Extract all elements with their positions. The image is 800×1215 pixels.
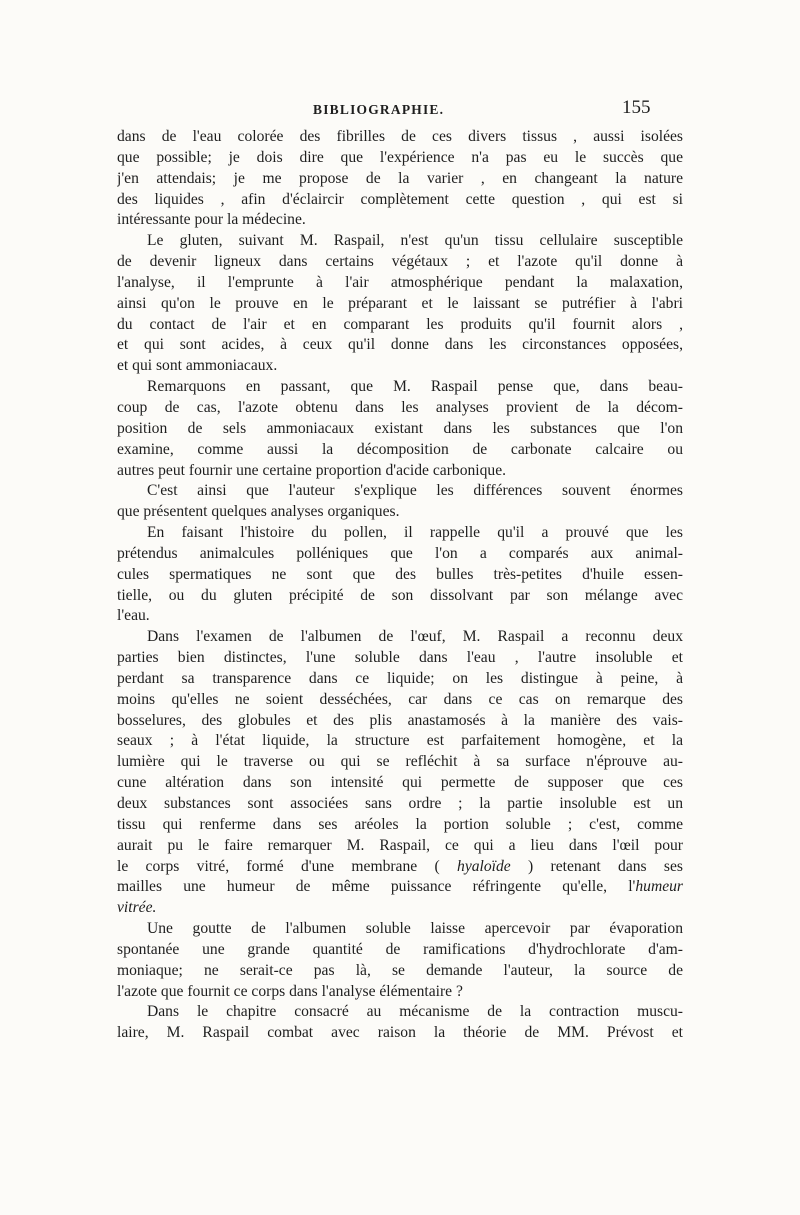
text-line: tielle, ou du gluten précipité de son dissolvant par son mélange avec [117, 586, 683, 604]
italic-term: hyaloïde [457, 857, 511, 875]
text-line: lumière qui le traverse ou qui se refléchit à sa surface n'éprouve au- [117, 753, 683, 771]
text-line: prétendus animalcules polléniques que l'on a comparés aux animal- [117, 544, 683, 562]
text-line: perdant sa transparence dans ce liquide; on les distingue à peine, à [117, 669, 683, 687]
text-line: Le gluten, suivant M. Raspail, n'est qu'un tissu cellulaire susceptible [147, 232, 683, 250]
paragraph [117, 523, 683, 627]
text-line: de devenir ligneux dans certains végétaux ; et l'azote qu'il donne à [117, 253, 683, 271]
text-line: spontanée une grande quantité de ramifications d'hydrochlorate d'am- [117, 940, 683, 958]
text-line: moins qu'elles ne soient desséchées, car dans ce cas on remarque des [117, 690, 683, 708]
paragraph [117, 231, 683, 377]
text-line [117, 898, 683, 919]
text-line: laire, M. Raspail combat avec raison la théorie de MM. Prévost et [117, 1024, 683, 1042]
text-line: du contact de l'air et en comparant les produits qu'il fournit alors , [117, 315, 683, 333]
text-line: autres peut fournir une certaine proportion d'acide carbonique. [117, 461, 507, 479]
text-line: l'azote que fournit ce corps dans l'analyse élémentaire ? [117, 982, 463, 1000]
page-number: 155 [622, 97, 651, 118]
paragraph [117, 127, 683, 231]
paragraph [117, 481, 683, 523]
text-line: l'analyse, il l'emprunte à l'air atmosphérique pendant la malaxation, [117, 273, 683, 291]
text-line: que présentent quelques analyses organiques. [117, 503, 400, 521]
text-block [117, 127, 683, 1044]
text-line: Remarquons en passant, que M. Raspail pense que, dans beau- [147, 378, 683, 396]
text-line: parties bien distinctes, l'une soluble dans l'eau , l'autre insoluble et [117, 649, 683, 667]
text-line: bosselures, des globules et des plis anastamosés à la manière des vais- [117, 711, 683, 729]
text-line: moniaque; ne serait-ce pas là, se demande l'auteur, la source de [117, 961, 683, 979]
text-line: aurait pu le faire remarquer M. Raspail, ce qui a lieu dans l'œil pour [117, 836, 683, 854]
text-line: que possible; je dois dire que l'expérience n'a pas eu le succès que [117, 148, 683, 166]
text-line: cune altération dans son intensité qui permette de supposer que ces [117, 774, 683, 792]
text-line: tissu qui renferme dans ses aréoles la portion soluble ; c'est, comme [117, 815, 683, 833]
text-segment: ) retenant dans ses [510, 857, 683, 875]
italic-term: vitrée. [117, 899, 157, 917]
text-line: C'est ainsi que l'auteur s'explique les différences souvent énormes [147, 482, 683, 500]
text-segment: le corps vitré, formé d'une membrane ( [117, 857, 458, 875]
text-line: et qui sont ammoniacaux. [117, 357, 278, 375]
text-line: coup de cas, l'azote obtenu dans les analyses provient de la décom- [117, 398, 683, 416]
text-line: intéressante pour la médecine. [117, 211, 306, 229]
text-line: En faisant l'histoire du pollen, il rappelle qu'il a prouvé que les [147, 524, 683, 542]
text-line: examine, comme aussi la décomposition de carbonate calcaire ou [117, 440, 683, 458]
text-line: j'en attendais; je me propose de la varier , en changeant la nature [117, 169, 683, 187]
text-line: l'eau. [117, 607, 150, 625]
text-line: des liquides , afin d'éclaircir complètement cette question , qui est si [117, 190, 683, 208]
text-line: seaux ; à l'état liquide, la structure est parfaitement homogène, et la [117, 732, 683, 750]
text-line: cules spermatiques ne sont que des bulles très-petites d'huile essen- [117, 565, 683, 583]
text-line: Dans l'examen de l'albumen de l'œuf, M. Raspail a reconnu deux [147, 628, 683, 646]
text-line: deux substances sont associées sans ordre ; la partie insoluble est un [117, 795, 683, 812]
text-line [117, 857, 683, 878]
text-segment: mailles une humeur de même puissance réfringente qu'elle, l' [117, 878, 636, 896]
text-line: Dans le chapitre consacré au mécanisme de la contraction muscu- [147, 1003, 683, 1021]
italic-term: humeur [635, 878, 683, 896]
text-line [117, 877, 683, 898]
paragraph [117, 1002, 683, 1044]
text-line: et qui sont acides, à ceux qu'il donne dans les circonstances opposées, [117, 336, 683, 354]
text-line: dans de l'eau colorée des fibrilles de ces divers tissus , aussi isolées [117, 128, 683, 145]
running-title: BIBLIOGRAPHIE. [313, 102, 445, 117]
text-line: ainsi qu'on le prouve en le préparant et le laissant se putréfier à l'abri [117, 294, 683, 312]
paragraph [117, 627, 683, 919]
text-line: Une goutte de l'albumen soluble laisse apercevoir par évaporation [147, 920, 683, 938]
text-line: position de sels ammoniacaux existant dans les substances que l'on [117, 419, 683, 437]
paragraph [117, 919, 683, 1002]
paragraph [117, 377, 683, 481]
